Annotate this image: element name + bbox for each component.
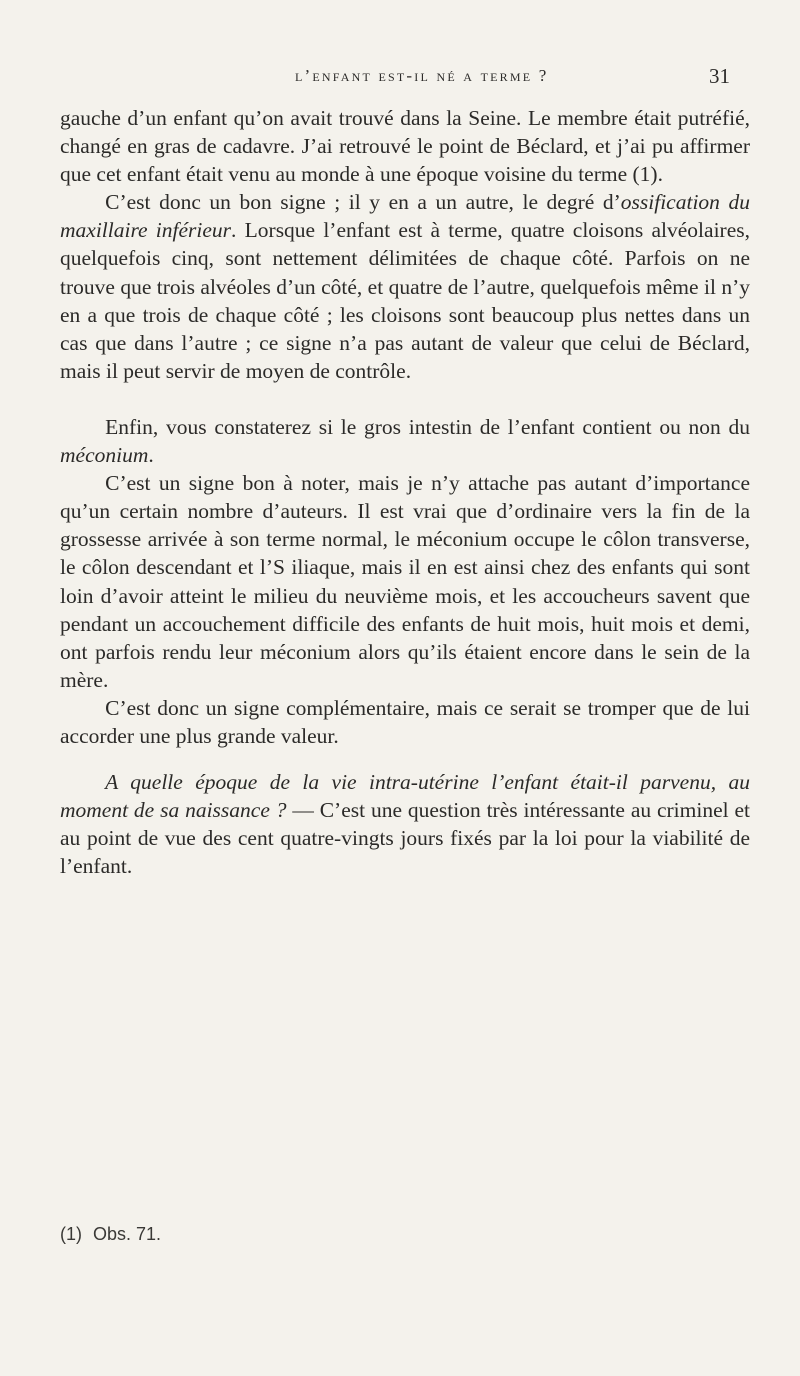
text-run: Enfin, vous constaterez si le gros intestin de l’enfant contient ou non du: [105, 414, 750, 439]
footnote-text: Obs. 71.: [93, 1224, 162, 1244]
italic-run: ossification du maxillaire inférieur: [60, 190, 750, 243]
paragraph: [60, 694, 750, 750]
text-run: — C’est une question très intéressante au criminel et au point de vue des cent quatre-vingts jours fixés par la loi pour la viabilité de l’enfant.: [60, 798, 750, 879]
paragraph: [60, 768, 750, 880]
text-run: C’est donc un signe complémentaire, mais ce serait se tromper que de lui accorder une plus grande valeur.: [60, 695, 750, 748]
page-number: 31: [709, 64, 730, 88]
text-run: . Lorsque l’enfant est à terme, quatre cloisons alvéolaires, quelquefois cinq, sont nettement délimitées de chaque côté. Parfois on ne trouve que trois alvéoles d’un côté, et quatre de l’autre, quelquefois même il n’y en a que trois de chaque côté ; les cloisons sont beaucoup plus nettes dans un cas que dans l’autre ; ce signe n’a pas autant de valeur que celui de Béclard, mais il peut servir de moyen de contrôle.: [60, 218, 750, 383]
italic-run: A quelle époque de la vie intra-utérine l’enfant était-il parvenu, au moment de sa naissance ?: [60, 770, 750, 823]
body-text: [60, 104, 750, 880]
footnote-marker: (1): [60, 1224, 82, 1244]
paragraph: [60, 104, 750, 188]
paragraph: [60, 188, 750, 385]
running-head: [60, 62, 750, 98]
running-title: l’enfant est-il né a terme ?: [295, 66, 549, 85]
italic-run: méconium: [60, 443, 149, 468]
footnote: [60, 1224, 161, 1245]
text-run: gauche d’un enfant qu’on avait trouvé dans la Seine. Le membre était putréfié, changé en gras de cadavre. J’ai retrouvé le point de Béclard, et j’ai pu affirmer que cet enfant était venu au monde à une époque voisine du terme (1).: [60, 106, 750, 187]
text-run: .: [148, 443, 154, 468]
text-run: C’est donc un bon signe ; il y en a un autre, le degré d’: [105, 190, 621, 215]
paragraph: [60, 413, 750, 469]
text-run: C’est un signe bon à noter, mais je n’y attache pas autant d’importance qu’un certain nombre d’auteurs. Il est vrai que d’ordinaire vers la fin de la grossesse arrivée à son terme normal, le méconium occupe le côlon transverse, le côlon descendant et l’S iliaque, mais il en est ainsi chez des enfants qui sont loin d’avoir atteint le milieu du neuvième mois, et les accoucheurs savent que pendant un accouchement difficile des enfants de huit mois, huit mois et demi, ont parfois rendu leur méconium alors qu’ils étaient encore dans le sein de la mère.: [60, 471, 750, 692]
paragraph: [60, 469, 750, 694]
